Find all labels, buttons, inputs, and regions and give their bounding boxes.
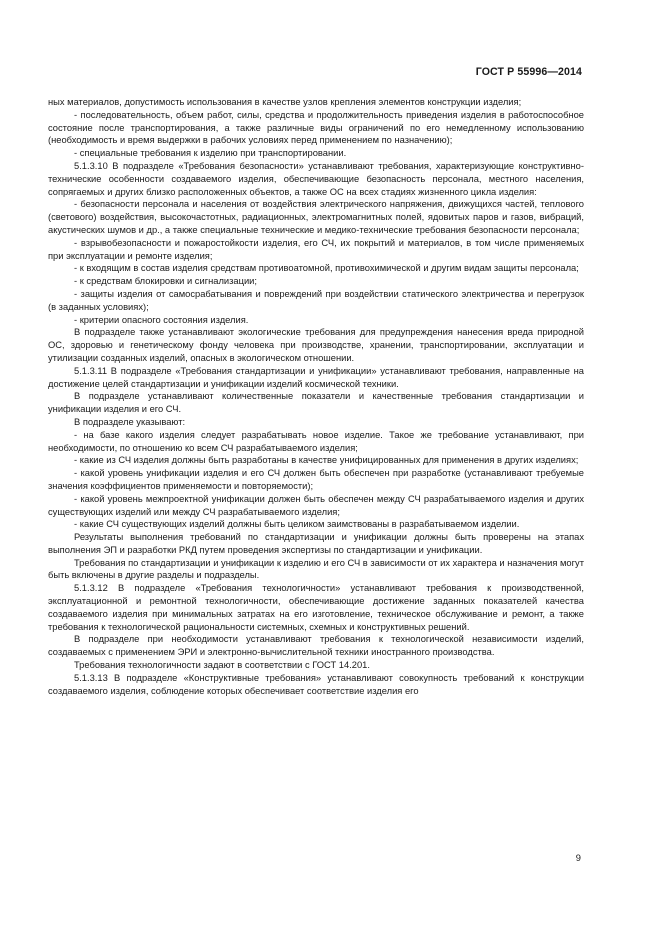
paragraph: 5.1.3.10 В подразделе «Требования безопасности» устанавливают требования, характеризующие конструктивно-технические особенности создаваемого изделия, обеспечивающие безопасность персонала, местного населения, сопрягаемых и других близко расположенных объектов, а также ОС на всех стадиях жизненного цикла изделия: — [48, 160, 584, 197]
paragraph: 5.1.3.13 В подразделе «Конструктивные требования» устанавливают совокупность требований к конструкции создаваемого изделия, соблюдение которых обеспечивает соответствие изделия его — [48, 672, 584, 696]
paragraph: - критерии опасного состояния изделия. — [74, 314, 249, 325]
paragraph: Требования по стандартизации и унификации к изделию и его СЧ в зависимости от их характера и назначения могут быть включены в другие разделы и подразделы. — [48, 557, 584, 581]
paragraph: - к средствам блокировки и сигнализации; — [74, 276, 257, 287]
paragraph: - защиты изделия от самосрабатывания и повреждений при воздействии статического электричества и перегрузок (в заданных условиях); — [48, 288, 584, 312]
paragraph: - к входящим в состав изделия средствам противоатомной, противохимической и другим видам защиты персонала; — [74, 263, 579, 274]
paragraph: - какой уровень межпроектной унификации должен быть обеспечен между СЧ разрабатываемого изделия и других существующих изделий или между СЧ разрабатываемого изделия; — [48, 493, 584, 517]
paragraph: Результаты выполнения требований по стандартизации и унификации должны быть проверены на этапах выполнения ЭП и разработки РКД путем проведения экспертизы по стандартизации и унификации. — [48, 532, 584, 555]
page-number: 9 — [575, 853, 581, 863]
paragraph: Требования технологичности задают в соответствии с ГОСТ 14.201. — [74, 660, 370, 671]
paragraph: - на базе какого изделия следует разрабатывать новое изделие. Такое же требование устанавливают, при необходимости, по отношению ко всем СЧ разрабатываемого изделия; — [48, 429, 584, 453]
paragraph: - какой уровень унификации изделия и его СЧ должен быть обеспечен при разработке (устанавливают требуемые значения коэффициентов применяемости и повторяемости); — [48, 468, 584, 491]
paragraph: 5.1.3.12 В подразделе «Требования технологичности» устанавливают требования к производственной, эксплуатационной и ремонтной технологичности, обеспечивающие достижение заданных показателей качества создаваемого изделия при минимальных затратах на его изготовление, техническое обслуживание и ремонт, а также требования к технологической рациональности системных, схемных и конструктивных решений. — [48, 583, 584, 632]
paragraph: - взрывобезопасности и пожаростойкости изделия, его СЧ, их покрытий и материалов, в том числе применяемых при эксплуатации и ремонте изделия; — [48, 237, 584, 261]
paragraph: - безопасности персонала и населения от воздействия электрического напряжения, движущихся частей, теплового (светового) воздействия, высокочастотных, радиационных, электромагнитных полей, ядовитых паров и газов, вибраций, акустических шумов и др., а также специальные технические и медико-технические требования безопасности персонала; — [48, 199, 584, 235]
paragraph: - последовательность, объем работ, силы, средства и продолжительность приведения изделия в работоспособное состояние после транспортирования, а также различные виды ограничений по его немедленному использованию (необходимость и время выдержки в рабочих условиях перед применением по назначению); — [48, 109, 584, 146]
paragraph: В подразделе при необходимости устанавливают требования к технологической независимости изделий, создаваемых с применением ЭРИ и электронно-вычислительной техники иностранного производства. — [48, 634, 584, 658]
paragraph: ных материалов, допустимость использования в качестве узлов крепления элементов конструкции изделия; — [48, 97, 522, 107]
paragraph: В подразделе также устанавливают экологические требования для предупреждения нанесения вреда природной ОС, здоровью и генетическому фонду человека при производстве, хранении, транспортировании, эксплуатации и утилизации созданных изделий, опасных в экологическом отношении. — [48, 327, 584, 363]
paragraph: - специальные требования к изделию при транспортировании. — [74, 148, 347, 159]
standard-header: ГОСТ Р 55996—2014 — [475, 66, 582, 78]
paragraph: 5.1.3.11 В подразделе «Требования стандартизации и унификации» устанавливают требования, направленные на достижение целей стандартизации и унификации изделий космической техники. — [48, 365, 584, 389]
document-body — [48, 96, 584, 697]
paragraph: - какие СЧ существующих изделий должны быть целиком заимствованы в разрабатываемом изделии. — [74, 519, 520, 530]
paragraph: В подразделе указывают: — [74, 416, 186, 427]
paragraph: - какие из СЧ изделия должны быть разработаны в качестве унифицированных для применения в других изделиях; — [74, 455, 579, 466]
paragraph: В подразделе устанавливают количественные показатели и качественные требования стандартизации и унификации изделия и его СЧ. — [48, 391, 584, 415]
